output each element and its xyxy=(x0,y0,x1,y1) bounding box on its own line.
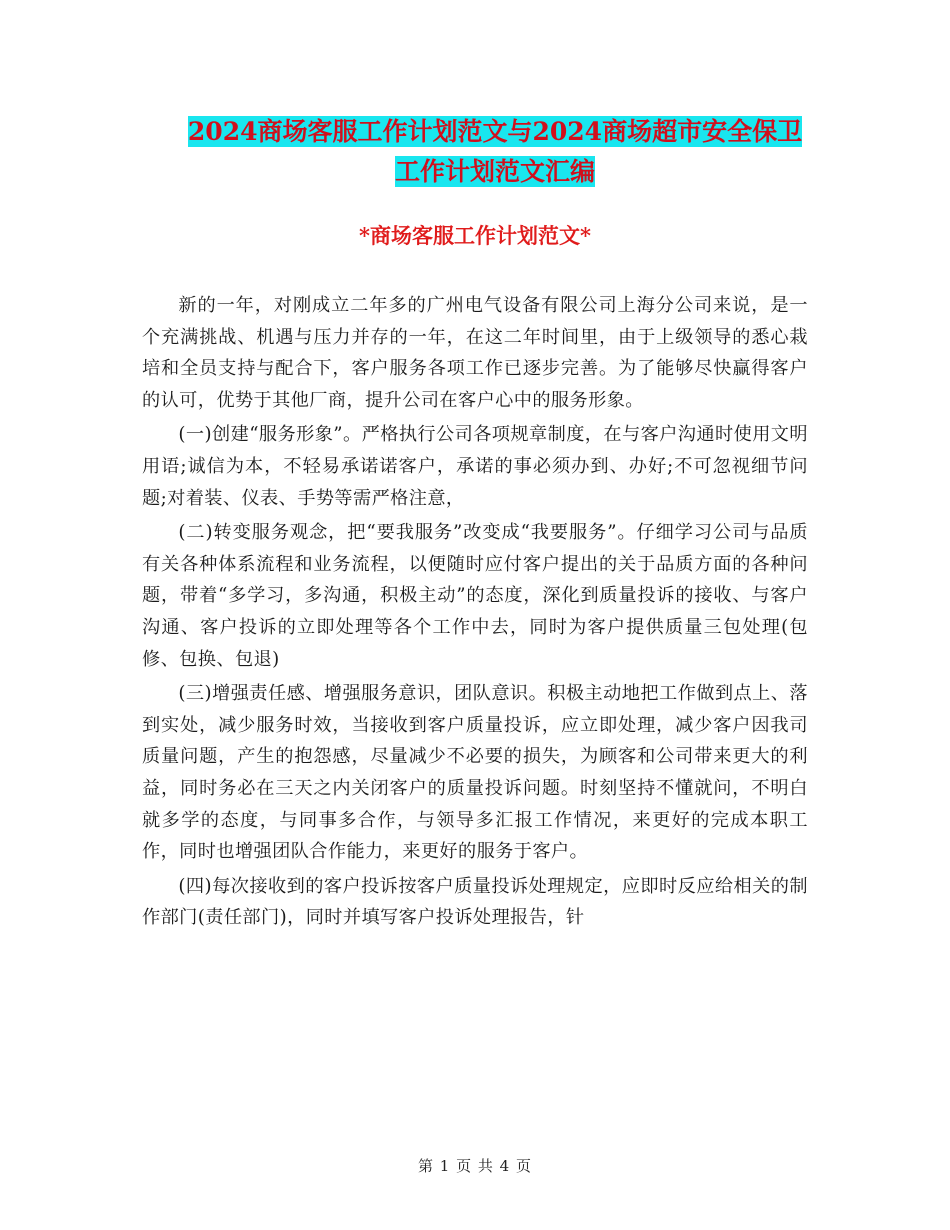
paragraph: (四)每次接收到的客户投诉按客户质量投诉处理规定，应即时反应给相关的制作部门(责任部门)，同时并填写客户投诉处理报告，针 xyxy=(142,875,808,929)
paragraph: (一)创建“服务形象”。严格执行公司各项规章制度，在与客户沟通时使用文明用语;诚信为本，不轻易承诺诺客户，承诺的事必须办到、办好;不可忽视细节问题;对着装、仪表、手势等需严格注意， xyxy=(142,424,808,509)
document-title xyxy=(150,112,840,192)
title-line-2: 工作计划范文汇编 xyxy=(394,157,595,186)
title-line-1: 2024商场客服工作计划范文与2024商场超市安全保卫 xyxy=(187,117,803,146)
paragraph: (三)增强责任感、增强服务意识，团队意识。积极主动地把工作做到点上、落到实处，减少服务时效，当接收到客户质量投诉，应立即处理，减少客户因我司质量问题，产生的抱怨感，尽量减少不必要的损失，为顾客和公司带来更大的利益，同时务必在三天之内关闭客户的质量投诉问题。时刻坚持不懂就问，不明白就多学的态度，与同事多合作，与领导多汇报工作情况，来更好的完成本职工作，同时也增强团队合作能力，来更好的服务于客户。 xyxy=(142,683,808,863)
body-text xyxy=(142,290,808,937)
page-footer: 第 1 页 共 4 页 xyxy=(418,1157,532,1175)
section-title: *商场客服工作计划范文* xyxy=(359,223,591,248)
paragraph: (二)转变服务观念，把“要我服务”改变成“我要服务”。仔细学习公司与品质有关各种体系流程和业务流程，以便随时应付客户提出的关于品质方面的各种问题，带着“多学习，多沟通，积极主动”的态度，深化到质量投诉的接收、与客户沟通、客户投诉的立即处理等各个工作中去，同时为客户提供质量三包处理(包修、包换、包退) xyxy=(142,522,808,670)
paragraph: 新的一年，对刚成立二年多的广州电气设备有限公司上海分公司来说，是一个充满挑战、机遇与压力并存的一年，在这二年时间里，由于上级领导的悉心栽培和全员支持与配合下，客户服务各项工作已逐步完善。为了能够尽快赢得客户的认可，优势于其他厂商，提升公司在客户心中的服务形象。 xyxy=(142,295,808,411)
